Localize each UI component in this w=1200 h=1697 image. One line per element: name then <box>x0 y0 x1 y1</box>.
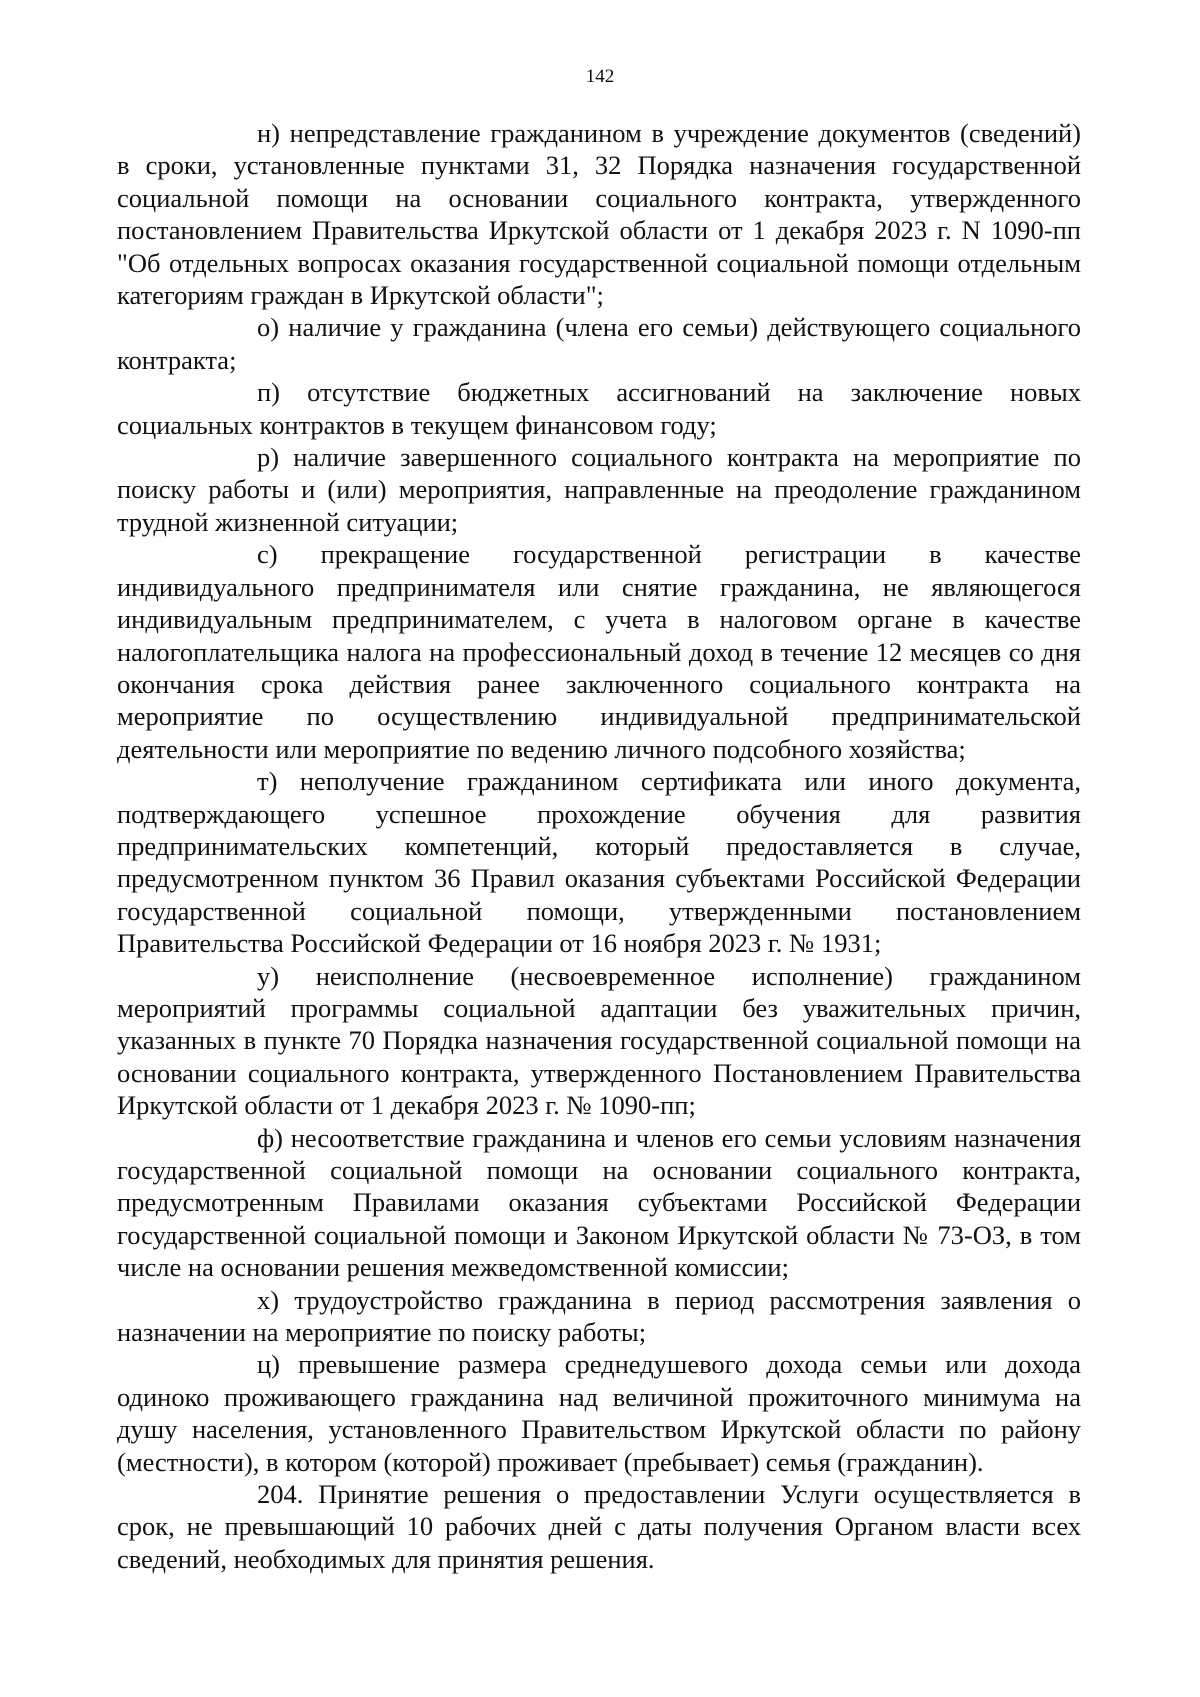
paragraph-item-ts <box>117 1348 1081 1478</box>
item-marker: т) <box>257 766 278 797</box>
paragraph-item-t <box>117 765 1081 959</box>
item-marker: у) <box>257 960 280 991</box>
item-marker: ф) <box>257 1122 283 1153</box>
item-marker: х) <box>257 1284 280 1315</box>
item-marker: п) <box>257 377 281 408</box>
paragraph-item-p <box>117 376 1081 441</box>
item-text: неисполнение (несвоевременное исполнение) гражданином мероприятий программы социальной адаптации без уважительных причин, указанных в пункте 70 Порядка назначения государственной социальной помощи на основании социального контракта, утвержденного Постановлением Правительства Иркутской области от 1 декабря 2023 г. № 1090-пп; <box>117 960 1082 1121</box>
clause-text: Принятие решения о предоставлении Услуги осуществляется в срок, не превышающий 10 рабочих дней с даты получения Органом власти всех сведений, необходимых для принятия решения. <box>117 1479 1082 1574</box>
clause-number: 204. <box>257 1479 304 1510</box>
paragraph-item-f <box>117 1122 1081 1284</box>
item-text: отсутствие бюджетных ассигнований на заключение новых социальных контрактов в текущем финансовом году; <box>117 377 1082 440</box>
paragraph-item-n <box>117 117 1081 311</box>
item-marker: р) <box>257 442 280 473</box>
item-text: наличие завершенного социального контракта на мероприятие по поиску работы и (или) мероприятия, направленные на преодоление гражданином трудной жизненной ситуации; <box>117 442 1081 537</box>
paragraph-clause-204 <box>117 1478 1081 1575</box>
item-text: наличие у гражданина (члена его семьи) действующего социального контракта; <box>117 312 1082 375</box>
item-marker: с) <box>257 539 278 570</box>
paragraph-item-kh <box>117 1284 1081 1349</box>
paragraph-item-s <box>117 538 1081 765</box>
item-marker: о) <box>257 312 280 343</box>
item-text: непредставление гражданином в учреждение документов (сведений) в сроки, установленные пунктами 31, 32 Порядка назначения государственной социальной помощи на основании социального контракта, утвержденного постановлением Правительства Иркутской области от 1 декабря 2023 г. N 1090-пп "Об отдельных вопросах оказания государственной социальной помощи отдельным категориям граждан в Иркутской области"; <box>117 118 1082 311</box>
item-text: прекращение государственной регистрации в качестве индивидуального предпринимателя или снятие гражданина, не являющегося индивидуальным предпринимателем, с учета в налоговом органе в качестве налогоплательщика налога на профессиональный доход в течение 12 месяцев со дня окончания срока действия ранее заключенного социального контракта на мероприятие по осуществлению индивидуальной предпринимательской деятельности или мероприятие по ведению личного подсобного хозяйства; <box>117 539 1082 764</box>
paragraph-item-r <box>117 441 1081 538</box>
page-number: 142 <box>585 66 615 87</box>
item-text: превышение размера среднедушевого дохода семьи или дохода одиноко проживающего гражданина над величиной прожиточного минимума на душу населения, установленного Правительством Иркутской области по району (местности), в котором (которой) проживает (пребывает) семья (гражданин). <box>117 1349 1081 1477</box>
item-text: трудоустройство гражданина в период рассмотрения заявления о назначении на мероприятие по поиску работы; <box>117 1284 1081 1348</box>
item-text: несоответствие гражданина и членов его семьи условиям назначения государственной социальной помощи на основании социального контракта, предусмотренным Правилами оказания субъектами Российской Федерации государственной социальной помощи и Законом Иркутской области № 73-ОЗ, в том числе на основании решения межведомственной комиссии; <box>117 1122 1082 1283</box>
document-body <box>117 117 1081 1575</box>
item-marker: ц) <box>257 1349 281 1380</box>
item-marker: н) <box>257 118 281 148</box>
paragraph-item-u <box>117 960 1081 1122</box>
item-text: неполучение гражданином сертификата или иного документа, подтверждающего успешное прохождение обучения для развития предпринимательских компетенций, который предоставляется в случае, предусмотренном пунктом 36 Правил оказания субъектами Российской Федерации государственной социальной помощи, утвержденными постановлением Правительства Российской Федерации от 16 ноября 2023 г. № 1931; <box>117 766 1081 959</box>
paragraph-item-o <box>117 311 1081 376</box>
